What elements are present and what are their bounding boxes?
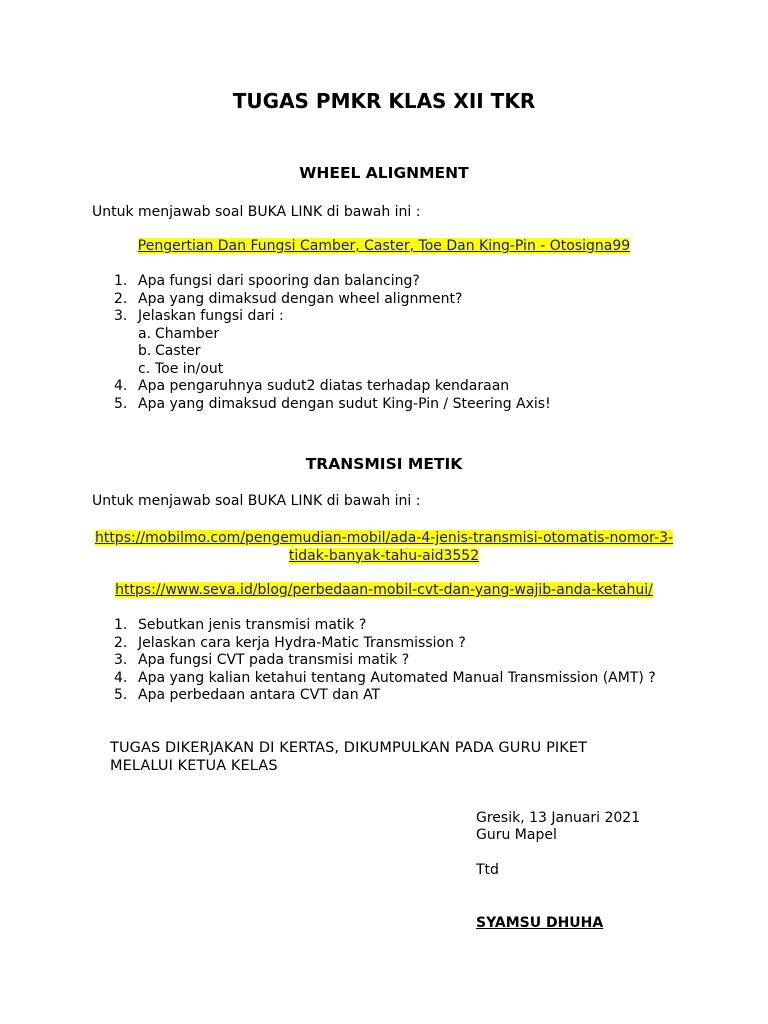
signature-ttd: Ttd bbox=[476, 862, 499, 878]
sub-item-letter: c. bbox=[138, 360, 151, 377]
signature-place-date: Gresik, 13 Januari 2021 bbox=[476, 810, 641, 826]
item-number: 5. bbox=[114, 687, 128, 703]
notice-line-1: TUGAS DIKERJAKAN DI KERTAS, DIKUMPULKAN PADA GURU PIKET bbox=[110, 740, 588, 756]
item-text: Apa pengaruhnya sudut2 diatas terhadap kendaraan bbox=[138, 378, 510, 394]
list-item bbox=[114, 378, 714, 396]
item-number: 4. bbox=[114, 669, 128, 686]
item-text: Apa perbedaan antara CVT dan AT bbox=[138, 687, 381, 703]
list-item bbox=[114, 308, 714, 326]
section-intro-wheel-alignment: Untuk menjawab soal BUKA LINK di bawah ini : bbox=[92, 204, 421, 220]
item-number: 1. bbox=[114, 617, 128, 633]
link-mobilmo[interactable] bbox=[90, 530, 678, 565]
list-item bbox=[114, 670, 714, 688]
question-list-wheel-alignment bbox=[114, 273, 714, 413]
item-text: Apa fungsi CVT pada transmisi matik ? bbox=[138, 652, 410, 668]
list-item bbox=[114, 635, 714, 653]
section-heading-wheel-alignment: WHEEL ALIGNMENT bbox=[299, 164, 469, 182]
item-text: Apa yang dimaksud dengan wheel alignment? bbox=[138, 290, 463, 307]
item-number: 3. bbox=[114, 652, 128, 668]
item-text: Apa fungsi dari spooring dan balancing? bbox=[138, 273, 420, 289]
list-item bbox=[114, 273, 714, 291]
sub-list-item bbox=[138, 343, 714, 361]
signature-name: SYAMSU DHUHA bbox=[476, 915, 604, 931]
sub-list-container bbox=[114, 326, 714, 379]
sub-item-text: Caster bbox=[155, 343, 201, 359]
sub-item-text: Toe in/out bbox=[155, 360, 224, 377]
list-item bbox=[114, 617, 714, 635]
item-text: Jelaskan cara kerja Hydra-Matic Transmission ? bbox=[138, 634, 466, 651]
item-number: 1. bbox=[114, 273, 128, 289]
link-otosigna99[interactable] bbox=[90, 238, 678, 256]
item-number: 3. bbox=[114, 308, 128, 324]
item-number: 4. bbox=[114, 378, 128, 394]
section-heading-transmisi-metik: TRANSMISI METIK bbox=[305, 455, 463, 473]
item-text: Apa yang dimaksud dengan sudut King-Pin / Steering Axis! bbox=[138, 395, 551, 412]
link-mobilmo-text-line2[interactable]: tidak-banyak-tahu-aid3552 bbox=[288, 547, 480, 564]
list-item bbox=[114, 687, 714, 705]
link-mobilmo-text-line1[interactable]: https://mobilmo.com/pengemudian-mobil/ada-4-jenis-transmisi-otomatis-nomor-3- bbox=[94, 530, 674, 546]
item-text: Jelaskan fungsi dari : bbox=[138, 308, 284, 324]
sub-item-letter: b. bbox=[138, 343, 152, 359]
list-item bbox=[114, 291, 714, 309]
link-otosigna99-text[interactable]: Pengertian Dan Fungsi Camber, Caster, Toe Dan King-Pin - Otosigna99 bbox=[137, 238, 631, 254]
sub-list-item bbox=[138, 326, 714, 344]
question-list-transmisi-metik bbox=[114, 617, 714, 705]
sub-list-item bbox=[138, 361, 714, 379]
notice bbox=[110, 739, 670, 775]
section-intro-transmisi-metik: Untuk menjawab soal BUKA LINK di bawah ini : bbox=[92, 493, 421, 509]
link-seva-text[interactable]: https://www.seva.id/blog/perbedaan-mobil-cvt-dan-yang-wajib-anda-ketahui/ bbox=[115, 582, 653, 598]
sub-list bbox=[138, 326, 714, 379]
signature-role: Guru Mapel bbox=[476, 827, 557, 843]
item-text: Sebutkan jenis transmisi matik ? bbox=[138, 617, 367, 633]
sub-item-text: Chamber bbox=[155, 325, 220, 342]
list-item bbox=[114, 652, 714, 670]
item-text: Apa yang kalian ketahui tentang Automated Manual Transmission (AMT) ? bbox=[138, 669, 656, 686]
item-number: 2. bbox=[114, 290, 128, 307]
sub-item-letter: a. bbox=[138, 325, 152, 342]
item-number: 2. bbox=[114, 634, 128, 651]
page-title: TUGAS PMKR KLAS XII TKR bbox=[232, 89, 536, 113]
link-seva[interactable] bbox=[90, 582, 678, 600]
notice-line-2: MELALUI KETUA KELAS bbox=[110, 758, 278, 774]
item-number: 5. bbox=[114, 395, 128, 412]
list-item bbox=[114, 396, 714, 414]
